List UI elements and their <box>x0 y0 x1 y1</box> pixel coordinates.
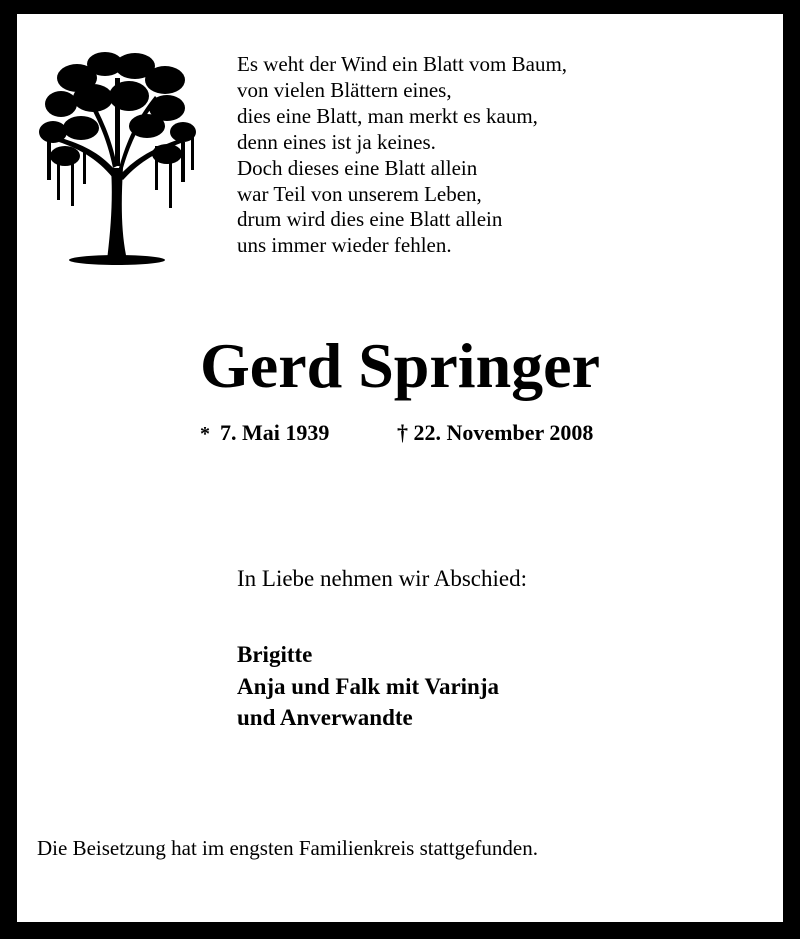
farewell-intro: In Liebe nehmen wir Abschied: <box>237 566 527 591</box>
mourner-name: Brigitte <box>237 642 313 667</box>
poem-line: war Teil von unserem Leben, <box>237 181 482 206</box>
poem-line: Doch dieses eine Blatt allein <box>237 155 478 180</box>
poem-line: von vielen Blättern eines, <box>237 77 452 102</box>
poem-line: uns immer wieder fehlen. <box>237 233 452 258</box>
birth-date-text: 7. Mai 1939 <box>220 420 330 445</box>
poem-line: denn eines ist ja keines. <box>237 129 436 154</box>
burial-note: Die Beisetzung hat im engsten Familienkreis stattgefunden. <box>37 836 538 860</box>
birth-date <box>200 420 329 446</box>
deceased-name: Gerd Springer <box>200 330 600 401</box>
death-date: † 22. November 2008 <box>397 420 594 445</box>
mourner-name: und Anverwandte <box>237 705 413 730</box>
obituary-card <box>17 14 783 922</box>
poem-line: drum wird dies eine Blatt allein <box>237 207 503 232</box>
tree-icon <box>37 38 199 268</box>
birth-star-icon: * <box>200 423 210 445</box>
mourner-name: Anja und Falk mit Varinja <box>237 673 500 699</box>
poem-line: Es weht der Wind ein Blatt vom Baum, <box>237 52 568 76</box>
mourners-list <box>237 639 499 734</box>
poem <box>237 52 567 259</box>
poem-line: dies eine Blatt, man merkt es kaum, <box>237 103 538 128</box>
